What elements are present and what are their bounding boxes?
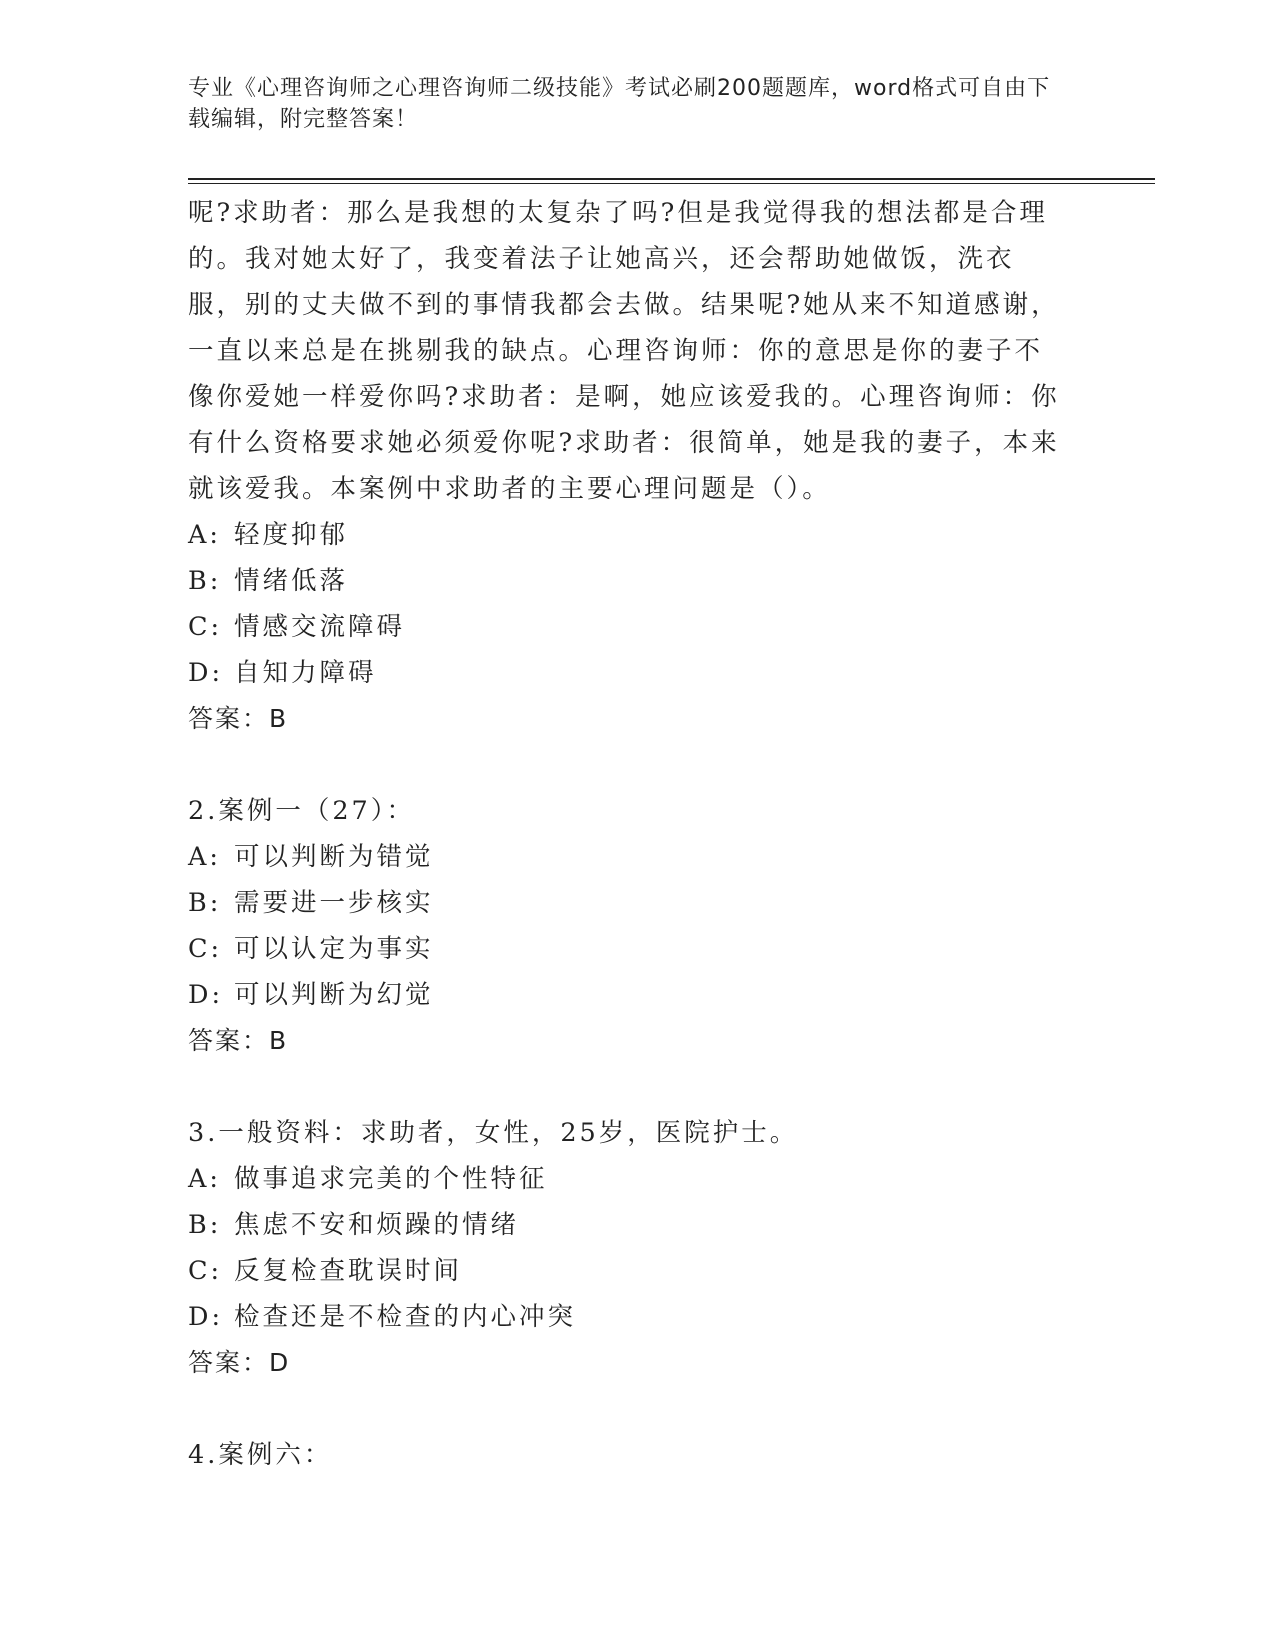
question-stem: 3.一般资料：求助者，女性，25岁，医院护士。 — [188, 1118, 799, 1148]
option-letter: A: — [188, 842, 222, 872]
option-text: 需要进一步核实 — [234, 888, 434, 918]
option-text: 做事追求完美的个性特征 — [234, 1164, 548, 1194]
option-letter: D: — [188, 980, 224, 1010]
header-rule-thick — [188, 178, 1155, 180]
option-b — [188, 880, 1088, 926]
question-list — [188, 190, 1088, 1524]
option-a — [188, 1156, 1088, 1202]
option-d — [188, 972, 1088, 1018]
answer-label: 答案：B — [188, 1026, 289, 1055]
question-4 — [188, 1432, 1088, 1478]
option-text: 反复检查耽误时间 — [234, 1256, 463, 1286]
option-letter: D: — [188, 658, 224, 688]
option-text: 轻度抑郁 — [234, 520, 349, 550]
option-letter: D: — [188, 1302, 224, 1332]
option-text: 焦虑不安和烦躁的情绪 — [234, 1210, 520, 1240]
option-c — [188, 1248, 1088, 1294]
option-d — [188, 1294, 1088, 1340]
option-letter: C: — [188, 934, 223, 964]
option-text: 自知力障碍 — [234, 658, 377, 688]
option-letter: C: — [188, 1256, 223, 1286]
option-letter: B: — [188, 566, 222, 596]
question-stem: 呢?求助者：那么是我想的太复杂了吗?但是我觉得我的想法都是合理的。我对她太好了，我变着法子让她高兴，还会帮助她做饭，洗衣服，别的丈夫做不到的事情我都会去做。结果呢?她从来不知道感谢，一直以来总是在挑剔我的缺点。心理咨询师：你的意思是你的妻子不像你爱她一样爱你吗?求助者：是啊，她应该爱我的。心理咨询师：你有什么资格要求她必须爱你呢?求助者：很简单，她是我的妻子，本来就该爱我。本案例中求助者的主要心理问题是（）。 — [188, 198, 1060, 504]
option-text: 可以判断为幻觉 — [234, 980, 434, 1010]
question-2 — [188, 788, 1088, 1064]
header-rule-thin — [188, 183, 1155, 184]
option-letter: B: — [188, 1210, 222, 1240]
option-c — [188, 604, 1088, 650]
option-text: 情绪低落 — [234, 566, 349, 596]
option-text: 可以判断为错觉 — [234, 842, 434, 872]
option-b — [188, 1202, 1088, 1248]
option-letter: B: — [188, 888, 222, 918]
answer-label: 答案：D — [188, 1348, 291, 1377]
option-letter: A: — [188, 520, 222, 550]
question-3 — [188, 1110, 1088, 1386]
question-stem: 4.案例六： — [188, 1440, 333, 1470]
option-letter: C: — [188, 612, 223, 642]
option-b — [188, 558, 1088, 604]
option-d — [188, 650, 1088, 696]
question-1 — [188, 190, 1088, 742]
option-a — [188, 512, 1088, 558]
option-c — [188, 926, 1088, 972]
option-letter: A: — [188, 1164, 222, 1194]
option-a — [188, 834, 1088, 880]
option-text: 可以认定为事实 — [234, 934, 434, 964]
option-text: 检查还是不检查的内心冲突 — [234, 1302, 577, 1332]
question-stem: 2.案例一（27）： — [188, 796, 416, 826]
option-text: 情感交流障碍 — [234, 612, 406, 642]
answer-label: 答案：B — [188, 704, 289, 733]
page-header: 专业《心理咨询师之心理咨询师二级技能》考试必刷200题题库，word格式可自由下载编辑，附完整答案！ — [188, 76, 1051, 132]
